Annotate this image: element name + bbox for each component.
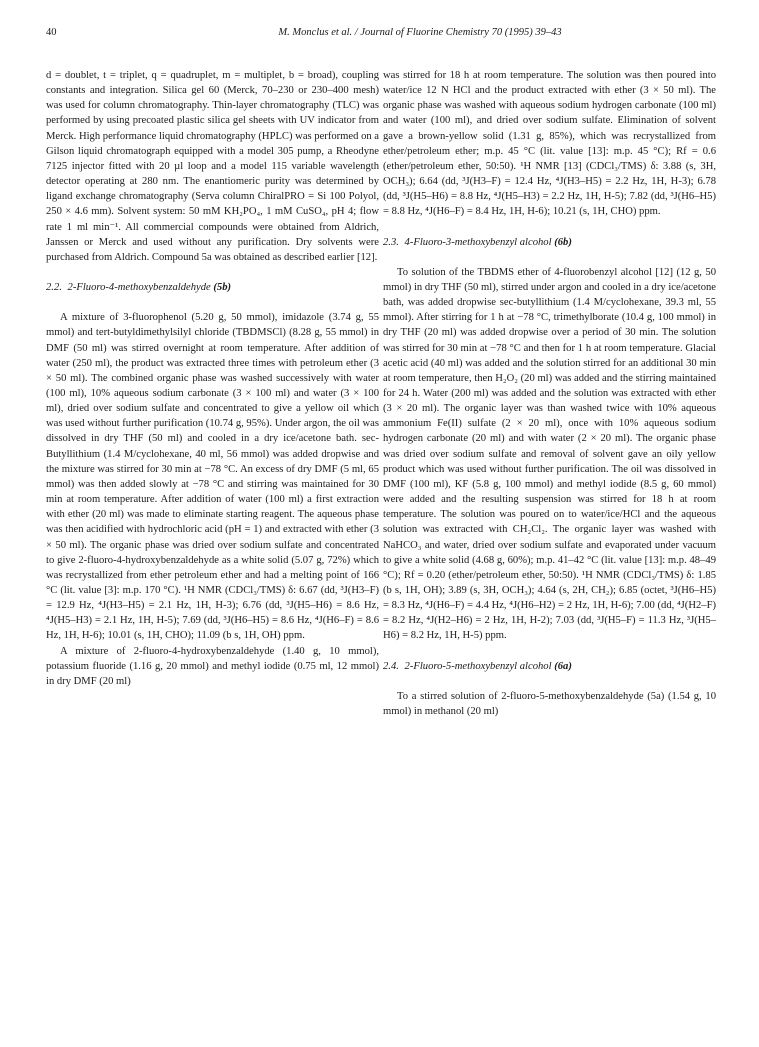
section-heading-2-4 — [383, 659, 716, 674]
compound-label: (6a) — [554, 660, 572, 672]
section-number: 2.3. — [383, 236, 399, 248]
section-title: 4-Fluoro-3-methoxybenzyl alcohol — [404, 236, 552, 248]
body-paragraph: To solution of the TBDMS ether of 4-fluorobenzyl alcohol [12] (12 g, 50 mmol) in dry THF (50 ml), stirred under argon and cooled in a dry ice/acetone bath, was added dropwise sec-butyllithium (1.4 M/cyclohexane, 39.3 ml, 55 mmol). After stirring for 1 h at −78 °C, trimethylborate (10.4 g, 100 mmol) in dry THF (20 ml) was added dropwise over a period of 30 min. The solution was stirred for 30 min at −78 °C and then for 1 h at room temperature. Glacial acetic acid (40 ml) was added and the solution stirred for an additional 30 min at room temperature, then H₂O₂ (20 ml) was added and the stirring maintained for 24 h. Water (200 ml) was added and the solution was extracted with ether (3 × 20 ml). The organic layer was than washed twice with 10% aqueous ammonium Fe(II) sulfate (2 × 20 ml), once with 10% aqueous sodium hydrogen carbonate (20 ml) and with water (2 × 20 ml). The organic phase was dried over sodium sulfate and removal of solvent gave an oily yellow product which was used without further purification. The oil was dissolved in DMF (100 ml), KF (5.8 g, 100 mmol) and methyl iodide (8.5 g, 60 mmol) were added and the resulting suspension was stirred for 18 h at room temperature. The solution was poured on to water/ice/HCl and the aqueous solution was extracted with CH₂Cl₂. The organic layer was washed with NaHCO₃ and water, dried over sodium sulfate and evaporated under vacuum to give a white solid (4.68 g, 60%); m.p. 41–42 °C (lit. value [13]: m.p. 48–49 °C); Rf = 0.20 (ether/petroleum ether, 50:50). ¹H NMR (CDCl₃/TMS) δ: 1.85 (b s, 1H, OH); 3.89 (s, 3H, OCH₃); 4.64 (s, 2H, CH₂); 6.85 (octet, ³J(H6–H5) = 8.3 Hz, ⁴J(H6–F) = 4.4 Hz, ⁴J(H6–H2) = 2 Hz, 1H, H-6); 7.00 (dd, ⁴J(H2–F) = 8.2 Hz, ⁴J(H2–H6) = 2 Hz, 1H, H-2); 7.03 (dd, ³J(H5–F) = 11.3 Hz, ³J(H5–H6) = 8.2 Hz, 1H, H-5) ppm. — [383, 266, 716, 642]
body-paragraph: was stirred for 18 h at room temperature. The solution was then poured into water/ice 12 N HCl and the product extracted with ether (3 × 50 ml). The organic phase was washed with aqueous sodium hydrogen carbonate (100 ml) and water (100 ml), and dried over sodium sulfate. Elimination of solvent gave a brown-yellow solid (1.31 g, 85%), which was recrystallized from ether/petroleum ether; m.p. 45 °C (lit. value [13]: m.p. 45 °C); Rf = 0.6 (ether/petroleum ether, 50:50). ¹H NMR [13] (CDCl₃/TMS) δ: 3.88 (s, 3H, OCH₃); 6.64 (dd, ³J(H3–F) = 12.4 Hz, ⁴J(H3–H5) = 2.2 Hz, 1H, H-3); 6.78 (dd, ³J(H5–H6) = 8.8 Hz, ⁴J(H5–H3) = 2.2 Hz, 1H, H-5); 7.82 (dd, ³J(H6–H5) = 8.8 Hz, ⁴J(H6–F) = 8.4 Hz, 1H, H-6); 10.21 (s, 1H, CHO) ppm. — [383, 70, 716, 218]
section-heading-2-3 — [383, 235, 716, 250]
body-paragraph: A mixture of 2-fluoro-4-hydroxybenzaldehyde (1.40 g, 10 mmol), potassium fluoride (1.16 g, 20 mmol) and methyl iodide (0.75 ml, 12 mmol) in dry DMF (20 ml) — [46, 645, 379, 687]
intro-paragraph: d = doublet, t = triplet, q = quadruplet, m = multiplet, b = broad), coupling constants and integration. Silica gel 60 (Merck, 70–230 or 230–400 mesh) was used for column chromatography. Thin-layer chromatography (TLC) was performed by using precoated plastic silica gel sheets with UV indicator from Merck. High performance liquid chromatography (HPLC) was performed on a Gilson liquid chromatograph equipped with a model 305 pump, a Rheodyne 7125 injector fitted with 20 µl loop and a model 115 variable wavelength detector operating at 280 nm. The enantiomeric purity was determined by ligand exchange chromatography (Serva column ChiralPRO = Si 100 Polyol, 250 × 4.6 mm). Solvent system: 50 mM KH₂PO₄, 1 mM CuSO₄, pH 4; flow rate 1 ml min⁻¹. All commercial compounds were obtained from Aldrich, Janssen or Merck and used without any purification. Dry solvents were purchased from Aldrich. Compound 5a was obtained as described earlier [12]. — [46, 70, 380, 263]
compound-label: (5b) — [213, 282, 232, 294]
page-header — [0, 0, 759, 40]
body-paragraph: To a stirred solution of 2-fluoro-5-methoxybenzaldehyde (5a) (1.54 g, 10 mmol) in methanol (20 ml) — [383, 690, 716, 717]
running-head: M. Monclus et al. / Journal of Fluorine Chemistry 70 (1995) 39–43 — [278, 27, 562, 38]
section-number: 2.4. — [383, 660, 399, 672]
section-number: 2.2. — [46, 282, 62, 294]
section-title: 2-Fluoro-5-methoxybenzyl alcohol — [404, 660, 552, 672]
section-heading-2-2 — [46, 280, 379, 295]
body-paragraph: A mixture of 3-fluorophenol (5.20 g, 50 mmol), imidazole (3.74 g, 55 mmol) and tert-butyldimethylsilyl chloride (TBDMSCl) (8.28 g, 55 mmol) in DMF (50 ml) was stirred overnight at room temperature. After addition of water (250 ml), the product was extracted three times with petroleum ether (3 × 50 ml). The combined organic phase was washed successively with water (100 ml), 10% aqueous sodium carbonate (3 × 100 ml) and water (3 × 100 ml), dried over sodium sulfate and concentrated to give a yellow oil which was used without further purification (10.74 g, 95%). Under argon, the oil was dissolved in dry THF (50 ml) and cooled in a dry ice/acetone bath. sec-Butyllithium (1.4 M/cyclohexane, 40 ml, 56 mmol) was added dropwise and the mixture was stirred for 30 min at −78 °C. An excess of dry DMF (5 ml, 65 mmol) was then added slowly at −78 °C and stirring was maintained for 30 min at room temperature. After addition of water (100 ml) a first extraction with ether (20 ml) was made to eliminate starting reagent. The aqueous phase was then acidified with hydrochloric acid (pH = 1) and extracted with ether (3 × 50 ml). The organic phase was dried over sodium sulfate and concentrated to give 2-fluoro-4-hydroxybenzaldehyde as a white solid (5.07 g, 72%) which was recrystallized from ether petroleum ether and had a melting point of 166 °C (lit. value [3]: m.p. 170 °C). ¹H NMR (CDCl₃/TMS) δ: 6.67 (dd, ³J(H3–F) = 12.9 Hz, ⁴J(H3–H5) = 2.1 Hz, 1H, H-3); 6.76 (dd, ³J(H5–H6) = 8.6 Hz, ⁴J(H5–H3) = 2.1 Hz, 1H, H-5); 7.69 (dd, ³J(H6–H5) = 8.6 Hz, ⁴J(H6–F) = 8.6 Hz, 1H, H-6); 10.01 (s, 1H, CHO); 11.09 (b s, 1H, OH) ppm. — [46, 312, 379, 642]
left-column — [46, 68, 379, 689]
right-column — [383, 68, 716, 719]
page-number: 40 — [46, 27, 57, 38]
compound-label: (6b) — [554, 236, 572, 248]
section-title: 2-Fluoro-4-methoxybenzaldehyde — [67, 282, 211, 294]
